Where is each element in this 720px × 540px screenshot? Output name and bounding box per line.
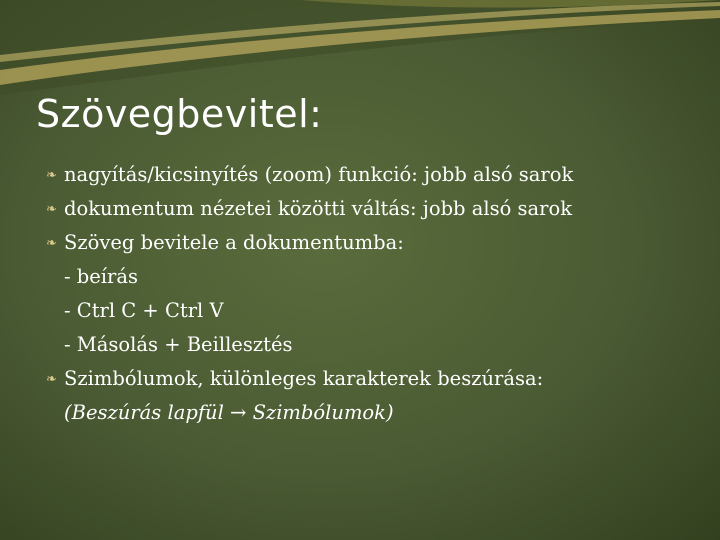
leaf-bullet-icon: ❧ bbox=[46, 168, 57, 183]
bullet-text: dokumentum nézetei közötti váltás: jobb alsó sarok bbox=[64, 197, 573, 220]
bullet-text: nagyítás/kicsinyítés (zoom) funkció: jobb alsó sarok bbox=[64, 163, 574, 186]
menu-path-note: (Beszúrás lapfül → Szimbólumok) bbox=[64, 401, 394, 424]
sub-item: - beírás bbox=[64, 265, 139, 288]
leaf-bullet-icon: ❧ bbox=[46, 236, 57, 251]
bullet-item bbox=[46, 226, 706, 260]
bullet-item bbox=[46, 158, 706, 192]
sub-item: - Ctrl C + Ctrl V bbox=[64, 299, 224, 322]
bullet-item bbox=[46, 362, 706, 396]
bullet-text: Szöveg bevitele a dokumentumba: bbox=[64, 231, 404, 254]
bullet-item bbox=[46, 192, 706, 226]
leaf-bullet-icon: ❧ bbox=[46, 372, 57, 387]
sub-item: - Másolás + Beillesztés bbox=[64, 333, 293, 356]
leaf-bullet-icon: ❧ bbox=[46, 202, 57, 217]
slide-title: Szövegbevitel: bbox=[36, 92, 323, 136]
bullet-text: Szimbólumok, különleges karakterek beszúrása: bbox=[64, 367, 544, 390]
slide-content bbox=[46, 158, 706, 430]
